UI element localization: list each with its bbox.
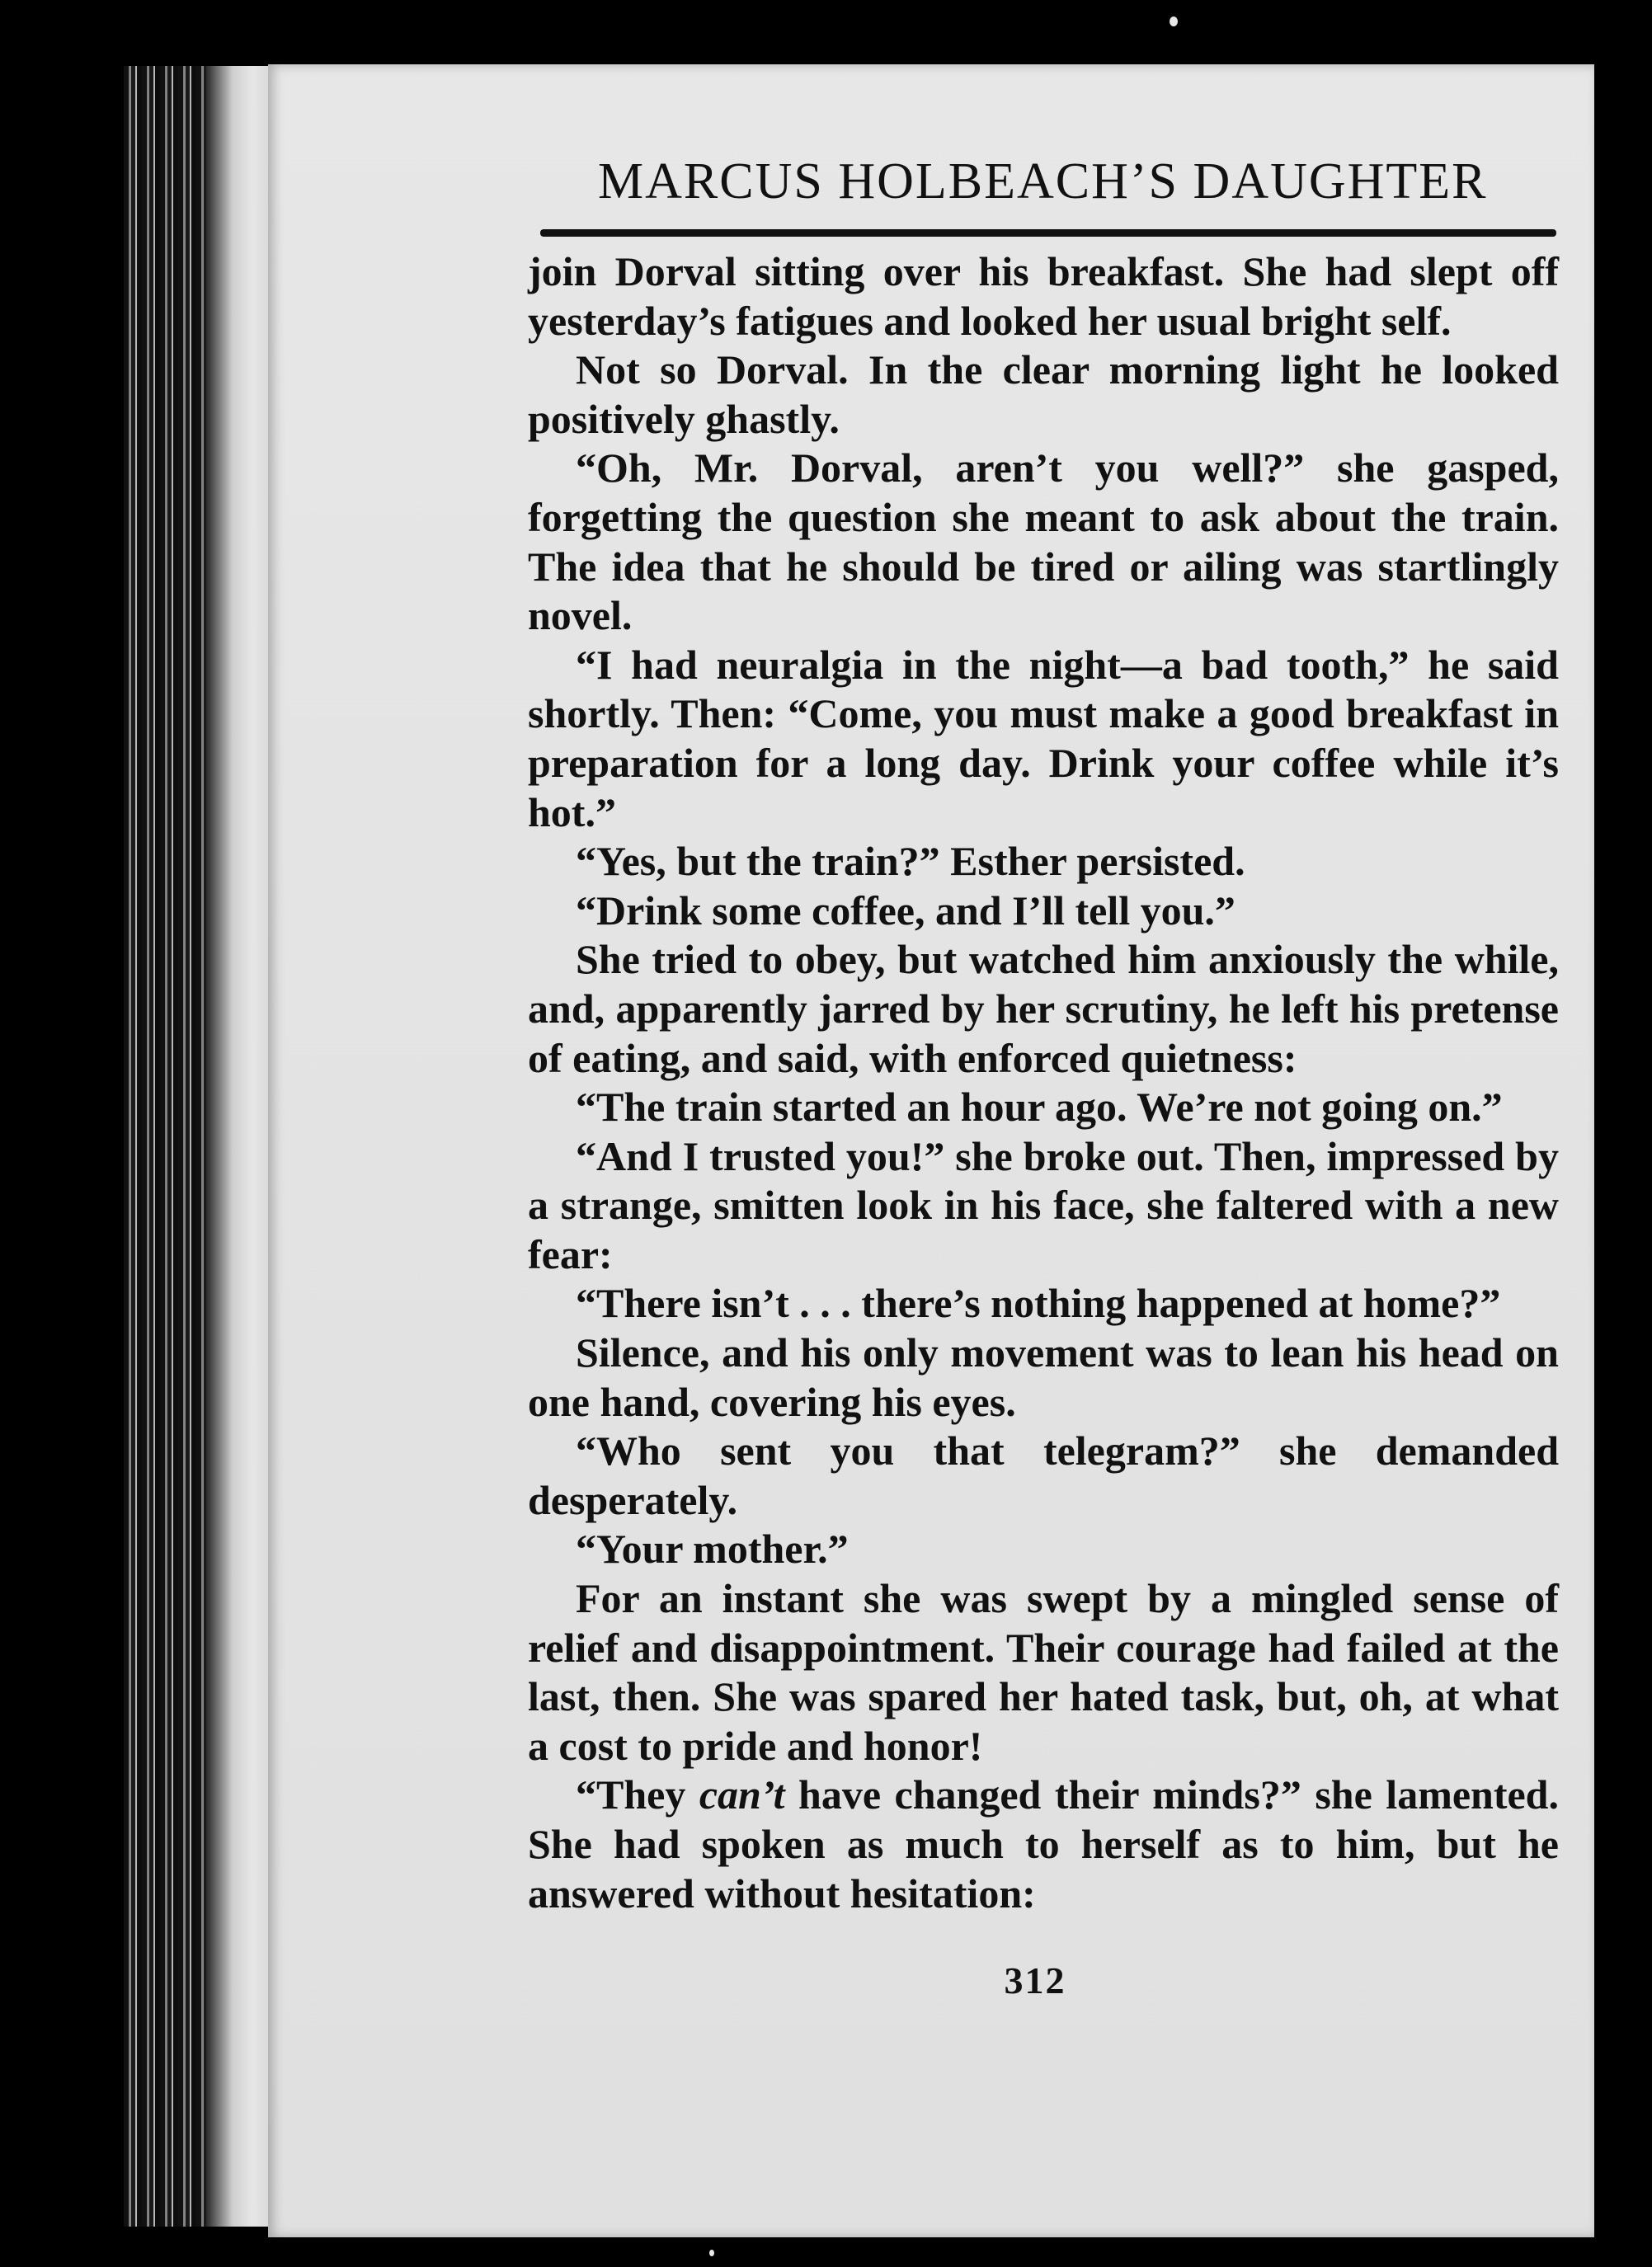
paragraph: “Who sent you that telegram?” she demanded desperately. — [528, 1427, 1559, 1523]
book-page-edge-highlight — [206, 66, 272, 2227]
scan-speck — [1170, 16, 1178, 26]
paragraph: “And I trusted you!” she broke out. Then, impressed by a strange, smitten look in his face, she faltered with a new fear: — [528, 1132, 1559, 1277]
running-head: MARCUS HOLBEACH’S DAUGHTER — [598, 153, 1488, 209]
paragraph: “Oh, Mr. Dorval, aren’t you well?” she gasped, forgetting the question she meant to ask about the train. The idea that he should be tired or ailing was startlingly novel. — [528, 444, 1559, 639]
paragraph: “Your mother.” — [576, 1526, 849, 1573]
paragraph: “Yes, but the train?” Esther persisted. — [576, 838, 1245, 885]
paragraph: “I had neuralgia in the night—a bad tooth,” he said shortly. Then: “Come, you must make a good breakfast in preparation for a long day. Drink your coffee while it’s hot.” — [528, 641, 1559, 835]
emphasized-word: can’t — [699, 1771, 785, 1818]
paragraph-text-before-emphasis: “They — [576, 1771, 699, 1818]
paragraph: join Dorval sitting over his breakfast. She had slept off yesterday’s fatigues and looked her usual bright self. — [528, 248, 1559, 344]
paragraph: Silence, and his only movement was to lean his head on one hand, covering his eyes. — [528, 1329, 1559, 1425]
paragraph: “The train started an hour ago. We’re not going on.” — [576, 1084, 1503, 1131]
page-number: 312 — [1004, 1959, 1066, 2001]
paragraph: “Drink some coffee, and I’ll tell you.” — [576, 887, 1235, 934]
paragraph: For an instant she was swept by a mingled sense of relief and disappointment. Their courage had failed at the last, then. She was spared her hated task, but, oh, at what a cost to pride and honor! — [528, 1575, 1559, 1769]
paragraph — [528, 1771, 1559, 1918]
body-text — [528, 247, 1559, 1918]
paragraph-text-after-emphasis: have changed their minds?” she lamented. She had spoken as much to herself as to him, but he answered without hesitation: — [528, 1771, 1559, 1917]
paragraph: “There isn’t . . . there’s nothing happened at home?” — [576, 1280, 1501, 1327]
paragraph: She tried to obey, but watched him anxiously the while, and, apparently jarred by her scrutiny, he left his pretense of eating, and said, with enforced quietness: — [528, 936, 1559, 1081]
paragraph: Not so Dorval. In the clear morning light he looked positively ghastly. — [528, 346, 1559, 442]
running-head-rule — [540, 229, 1556, 237]
scan-speck — [709, 2250, 714, 2256]
